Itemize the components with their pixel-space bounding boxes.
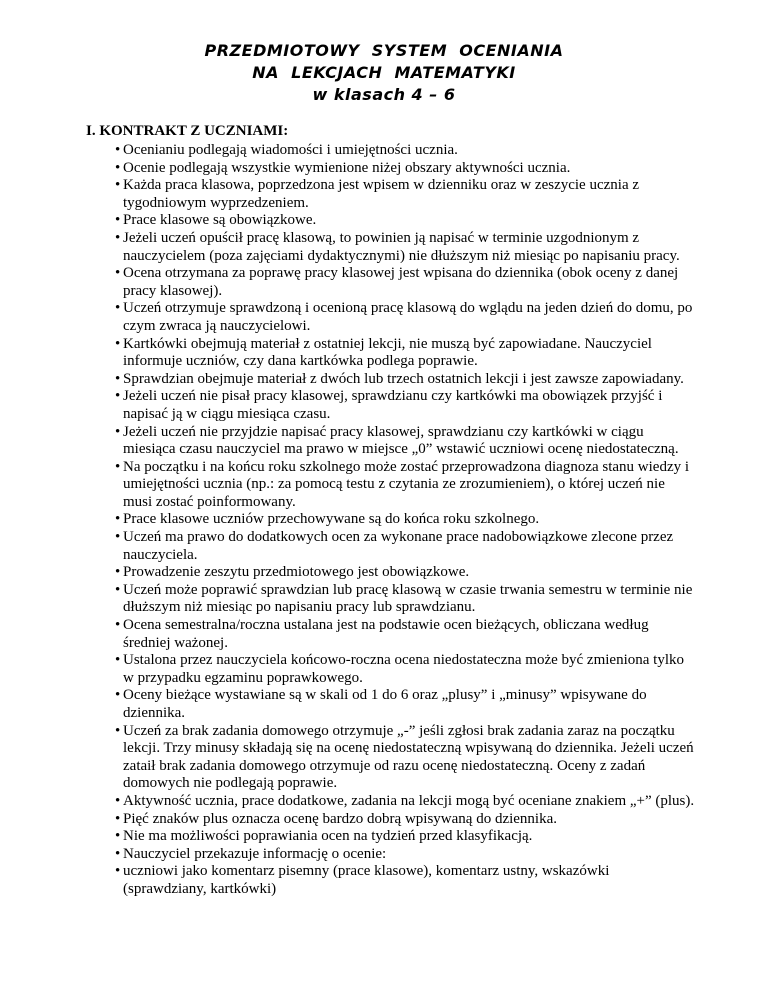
list-item (86, 459, 696, 512)
bullet-icon: • (115, 863, 121, 880)
list-item (86, 371, 696, 389)
list-item-text: Ocena semestralna/roczna ustalana jest na podstawie ocen bieżących, obliczana według średniej ważonej. (123, 617, 649, 651)
list-item (86, 828, 696, 846)
list-item-text: Nauczyciel przekazuje informację o ocenie: (123, 845, 387, 862)
list-item-text: Uczeń może poprawić sprawdzian lub pracę klasową w czasie trwania semestru w terminie nie dłuższym niż miesiąc po napisaniu pracy lub sprawdzianu. (123, 581, 693, 616)
title-line-1: PRZEDMIOTOWY SYSTEM OCENIANIA (204, 41, 564, 60)
list-item-text: Prace klasowe uczniów przechowywane są do końca roku szkolnego. (123, 511, 540, 528)
list-item (86, 142, 696, 160)
list-item-text: Prace klasowe są obowiązkowe. (123, 212, 317, 229)
bullet-icon: • (115, 142, 121, 158)
list-item-text: Każda praca klasowa, poprzedzona jest wpisem w dzienniku oraz w zeszycie ucznia z tygodniowym wyprzedzeniem. (123, 177, 640, 211)
list-item (86, 212, 696, 230)
list-item-text: Ustalona przez nauczyciela końcowo-roczna ocena niedostateczna może być zmieniona tylko w przypadku egzaminu poprawkowego. (123, 652, 684, 686)
bullet-icon: • (115, 335, 121, 352)
list-item-text: Prowadzenie zeszytu przedmiotowego jest obowiązkowe. (123, 564, 470, 581)
list-item-text: Na początku i na końcu roku szkolnego może zostać przeprowadzona diagnoza stanu wiedzy i umiejętności ucznia (np.: za pomocą testu z czytania ze zrozumieniem), o której uczeń nie musi zostać poinformowany. (123, 458, 690, 510)
bullet-icon: • (115, 581, 121, 598)
list-item-text: uczniowi jako komentarz pisemny (prace klasowe), komentarz ustny, wskazówki (sprawdziany, kartkówki) (123, 863, 610, 897)
list-item (86, 300, 696, 335)
title-line-2: NA LEKCJACH MATEMATYKI (252, 63, 516, 82)
list-item (86, 177, 696, 212)
list-item-text: Ocena otrzymana za poprawę pracy klasowej jest wpisana do dziennika (obok oceny z danej pracy klasowej). (123, 265, 679, 299)
list-item-text: Uczeń ma prawo do dodatkowych ocen za wykonane prace nadobowiązkowe zlecone przez nauczyciela. (123, 529, 674, 563)
list-item-text: Uczeń otrzymuje sprawdzoną i ocenioną pracę klasową do wglądu na jeden dzień do domu, po czym zwraca ją nauczycielowi. (123, 300, 693, 334)
list-item-text: Pięć znaków plus oznacza ocenę bardzo dobrą wpisywaną do dziennika. (123, 810, 557, 827)
bullet-icon: • (115, 212, 121, 229)
list-item (86, 336, 696, 371)
list-item-text: Sprawdzian obejmuje materiał z dwóch lub trzech ostatnich lekcji i jest zawsze zapowiadany. (123, 370, 684, 387)
bullet-icon: • (115, 687, 121, 704)
bullet-icon: • (115, 423, 121, 440)
list-item-text: Ocenie podlegają wszystkie wymienione niżej obszary aktywności ucznia. (123, 159, 571, 176)
bullet-icon: • (115, 177, 121, 194)
bullet-icon: • (115, 722, 121, 739)
list-item (86, 846, 696, 864)
bullet-icon: • (115, 159, 121, 176)
list-item (86, 230, 696, 265)
bullet-icon: • (115, 511, 121, 528)
list-item-text: Jeżeli uczeń opuścił pracę klasową, to powinien ją napisać w terminie uzgodnionym z nauczycielem (poza zajęciami dydaktycznymi) nie dłuższym niż miesiąc po napisaniu pracy. (123, 229, 680, 264)
bullet-icon: • (115, 529, 121, 546)
bullet-icon: • (115, 300, 121, 317)
list-item (86, 811, 696, 829)
list-item (86, 511, 696, 529)
bullet-icon: • (115, 810, 121, 827)
list-item (86, 388, 696, 423)
list-item (86, 687, 696, 722)
list-item (86, 793, 696, 811)
list-item (86, 863, 696, 898)
bullet-icon: • (115, 828, 121, 845)
title-line-3: w klasach 4 – 6 (312, 85, 456, 104)
bullet-icon: • (115, 564, 121, 581)
list-item-text: Uczeń za brak zadania domowego otrzymuje „-” jeśli zgłosi brak zadania zaraz na początku lekcji. Trzy minusy składają się na ocenę niedostateczną wpisywaną do dziennika. Jeżeli uczeń zataił brak zadania domowego otrzymuje od razu ocenę niedostateczną. Oceny z zadań domowych nie podlegają poprawie. (123, 722, 694, 792)
bullet-icon: • (115, 845, 121, 862)
list-item-text: Aktywność ucznia, prace dodatkowe, zadania na lekcji mogą być oceniane znakiem „+” (plus). (123, 792, 695, 809)
list-item-text: Kartkówki obejmują materiał z ostatniej lekcji, nie muszą być zapowiadane. Nauczyciel informuje uczniów, czy dana kartkówka podlega poprawie. (123, 335, 652, 370)
list-item (86, 160, 696, 178)
bullet-icon: • (115, 370, 121, 387)
bullet-icon: • (115, 792, 121, 809)
document-title (0, 40, 768, 106)
bullet-icon: • (115, 458, 121, 475)
list-item (86, 564, 696, 582)
list-item-text: Ocenianiu podlegają wiadomości i umiejętności ucznia. (123, 142, 458, 158)
section-heading: I. KONTRAKT Z UCZNIAMI: (86, 123, 289, 139)
list-item (86, 529, 696, 564)
bullet-icon: • (115, 652, 121, 669)
list-item-text: Jeżeli uczeń nie przyjdzie napisać pracy klasowej, sprawdzianu czy kartkówki w ciągu miesiąca czasu nauczyciel ma prawo w miejsce „0” wstawić uczniowi ocenę niedostateczną. (123, 423, 679, 458)
list-item (86, 582, 696, 617)
list-item-text: Oceny bieżące wystawiane są w skali od 1 do 6 oraz „plusy” i „minusy” wpisywane do dziennika. (123, 687, 647, 721)
bullet-icon: • (115, 265, 121, 282)
list-item-text: Nie ma możliwości poprawiania ocen na tydzień przed klasyfikacją. (123, 828, 533, 845)
bullet-icon: • (115, 388, 121, 405)
list-item (86, 723, 696, 793)
bullet-icon: • (115, 229, 121, 246)
bullet-list (86, 142, 696, 899)
list-item (86, 652, 696, 687)
bullet-icon: • (115, 617, 121, 634)
list-item (86, 265, 696, 300)
list-item (86, 424, 696, 459)
list-item-text: Jeżeli uczeń nie pisał pracy klasowej, sprawdzianu czy kartkówki ma obowiązek przyjść i napisać ją w ciągu miesiąca czasu. (123, 388, 663, 422)
list-item (86, 617, 696, 652)
